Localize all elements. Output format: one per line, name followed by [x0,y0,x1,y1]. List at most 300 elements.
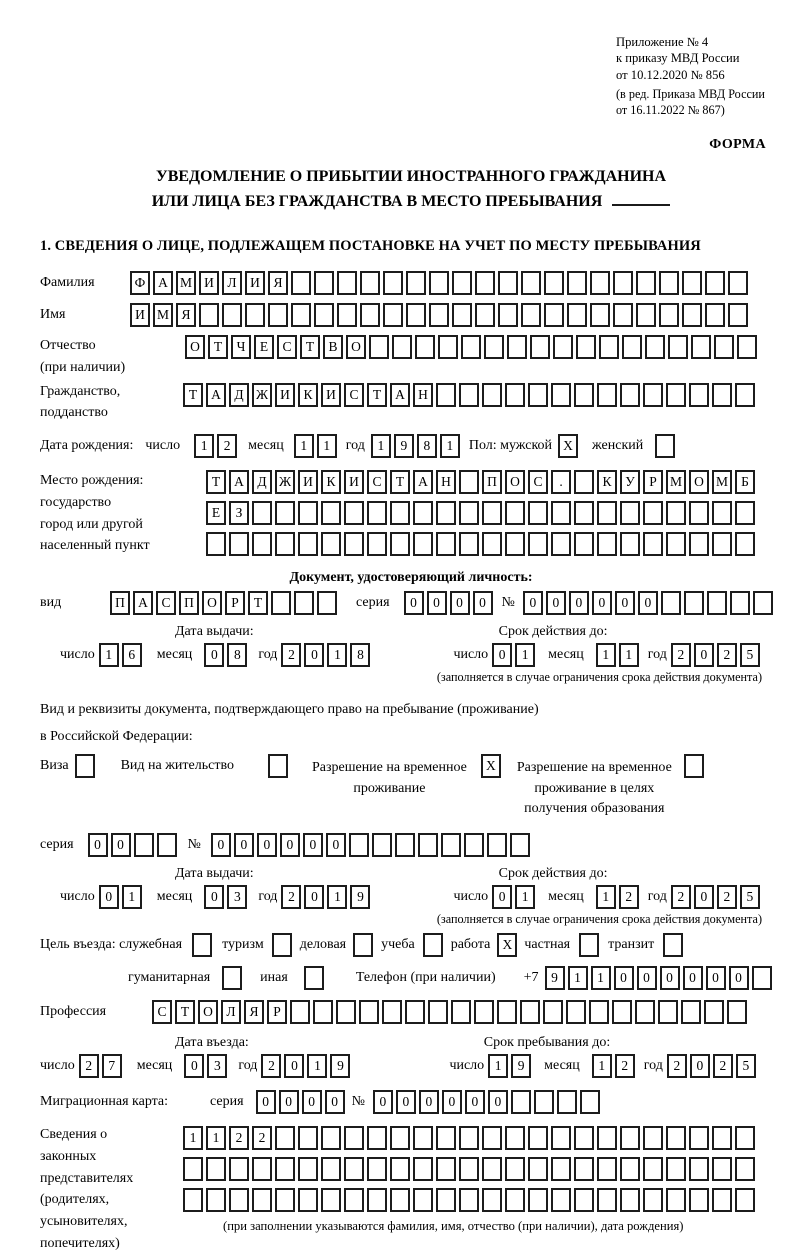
char-box[interactable] [528,1126,548,1150]
char-box[interactable]: 0 [184,1054,204,1078]
char-box[interactable] [597,383,617,407]
char-box[interactable]: А [133,591,153,615]
char-box[interactable] [574,501,594,525]
char-box[interactable] [737,335,757,359]
char-box[interactable]: И [344,470,364,494]
char-box[interactable]: 0 [683,966,703,990]
char-box[interactable] [298,532,318,556]
char-box[interactable]: О [689,470,709,494]
char-box[interactable] [360,271,380,295]
char-box[interactable] [245,303,265,327]
char-box[interactable]: 3 [207,1054,227,1078]
char-box[interactable] [566,1000,586,1024]
char-box[interactable] [459,1157,479,1181]
char-box[interactable] [528,1157,548,1181]
char-box[interactable]: Ж [252,383,272,407]
char-box[interactable] [436,532,456,556]
char-box[interactable] [183,1188,203,1212]
char-box[interactable]: О [198,1000,218,1024]
char-box[interactable]: 1 [99,643,119,667]
char-box[interactable]: 8 [417,434,437,458]
char-box[interactable] [712,1126,732,1150]
char-box[interactable] [574,1126,594,1150]
char-box[interactable] [689,1157,709,1181]
char-box[interactable]: 0 [523,591,543,615]
char-box[interactable] [428,1000,448,1024]
char-box[interactable] [298,1126,318,1150]
char-box[interactable] [229,532,249,556]
char-box[interactable] [510,833,530,857]
humanitarian-checkbox[interactable] [222,966,242,990]
char-box[interactable] [620,1188,640,1212]
char-box[interactable] [298,1188,318,1212]
char-box[interactable] [689,1126,709,1150]
char-box[interactable] [707,591,727,615]
char-box[interactable] [436,383,456,407]
char-box[interactable] [459,1188,479,1212]
char-box[interactable]: 0 [419,1090,439,1114]
char-box[interactable]: 6 [122,643,142,667]
char-box[interactable]: 1 [515,885,535,909]
char-box[interactable] [487,833,507,857]
char-box[interactable]: 0 [638,591,658,615]
char-box[interactable]: В [323,335,343,359]
char-box[interactable] [395,833,415,857]
char-box[interactable]: 1 [596,885,616,909]
char-box[interactable]: И [321,383,341,407]
char-box[interactable] [344,532,364,556]
char-box[interactable] [704,1000,724,1024]
char-box[interactable] [459,470,479,494]
char-box[interactable] [682,303,702,327]
char-box[interactable] [557,1090,577,1114]
char-box[interactable]: Я [268,271,288,295]
char-box[interactable]: 0 [694,885,714,909]
char-box[interactable] [415,335,435,359]
char-box[interactable]: З [229,501,249,525]
char-box[interactable] [659,303,679,327]
char-box[interactable]: 0 [473,591,493,615]
char-box[interactable] [712,1157,732,1181]
char-box[interactable] [314,303,334,327]
char-box[interactable] [367,501,387,525]
char-box[interactable]: 9 [545,966,565,990]
work-checkbox[interactable]: X [497,933,517,957]
char-box[interactable] [658,1000,678,1024]
char-box[interactable] [291,271,311,295]
char-box[interactable]: 0 [279,1090,299,1114]
char-box[interactable]: Т [390,470,410,494]
char-box[interactable]: 0 [257,833,277,857]
char-box[interactable] [521,303,541,327]
char-box[interactable] [392,335,412,359]
char-box[interactable] [206,532,226,556]
char-box[interactable]: Е [254,335,274,359]
char-box[interactable] [367,1126,387,1150]
char-box[interactable] [229,1188,249,1212]
char-box[interactable] [567,271,587,295]
char-box[interactable] [505,532,525,556]
char-box[interactable]: 1 [183,1126,203,1150]
char-box[interactable] [666,1188,686,1212]
char-box[interactable] [505,383,525,407]
char-box[interactable] [551,1126,571,1150]
char-box[interactable] [482,1157,502,1181]
char-box[interactable] [712,1188,732,1212]
char-box[interactable] [728,271,748,295]
char-box[interactable] [544,271,564,295]
char-box[interactable] [528,1188,548,1212]
char-box[interactable] [544,303,564,327]
char-box[interactable] [689,1188,709,1212]
char-box[interactable]: К [321,470,341,494]
char-box[interactable] [574,1188,594,1212]
char-box[interactable]: Д [252,470,272,494]
char-box[interactable]: 1 [619,643,639,667]
char-box[interactable]: 1 [371,434,391,458]
char-box[interactable]: 9 [350,885,370,909]
char-box[interactable] [620,501,640,525]
char-box[interactable]: И [275,383,295,407]
char-box[interactable] [666,501,686,525]
char-box[interactable] [684,591,704,615]
char-box[interactable] [597,532,617,556]
char-box[interactable] [474,1000,494,1024]
char-box[interactable] [360,303,380,327]
char-box[interactable]: 0 [450,591,470,615]
char-box[interactable]: 8 [227,643,247,667]
char-box[interactable] [659,271,679,295]
char-box[interactable] [497,1000,517,1024]
char-box[interactable]: 0 [396,1090,416,1114]
char-box[interactable]: 2 [261,1054,281,1078]
char-box[interactable]: 0 [442,1090,462,1114]
char-box[interactable] [576,335,596,359]
char-box[interactable] [528,532,548,556]
char-box[interactable]: 0 [488,1090,508,1114]
char-box[interactable] [438,335,458,359]
char-box[interactable] [406,271,426,295]
char-box[interactable]: 1 [440,434,460,458]
char-box[interactable] [482,501,502,525]
char-box[interactable]: 5 [736,1054,756,1078]
char-box[interactable] [712,383,732,407]
char-box[interactable]: 0 [204,643,224,667]
char-box[interactable]: А [413,470,433,494]
char-box[interactable]: 1 [596,643,616,667]
char-box[interactable] [451,1000,471,1024]
char-box[interactable] [520,1000,540,1024]
temp-residence-edu-checkbox[interactable] [684,754,704,778]
char-box[interactable] [252,532,272,556]
char-box[interactable] [727,1000,747,1024]
char-box[interactable] [597,1157,617,1181]
char-box[interactable]: О [185,335,205,359]
char-box[interactable] [390,1157,410,1181]
char-box[interactable] [712,501,732,525]
char-box[interactable]: Б [735,470,755,494]
female-checkbox[interactable] [655,434,675,458]
char-box[interactable]: 2 [619,885,639,909]
char-box[interactable] [382,1000,402,1024]
char-box[interactable] [429,303,449,327]
char-box[interactable]: А [206,383,226,407]
char-box[interactable] [643,532,663,556]
char-box[interactable]: О [202,591,222,615]
char-box[interactable]: 0 [729,966,749,990]
char-box[interactable] [275,1188,295,1212]
other-purpose-checkbox[interactable] [304,966,324,990]
char-box[interactable]: Е [206,501,226,525]
char-box[interactable] [668,335,688,359]
char-box[interactable] [620,1157,640,1181]
char-box[interactable] [643,383,663,407]
char-box[interactable]: У [620,470,640,494]
char-box[interactable]: 0 [427,591,447,615]
char-box[interactable] [406,303,426,327]
char-box[interactable] [735,1126,755,1150]
char-box[interactable] [507,335,527,359]
char-box[interactable] [574,470,594,494]
char-box[interactable]: Ж [275,470,295,494]
char-box[interactable] [534,1090,554,1114]
char-box[interactable] [666,1126,686,1150]
char-box[interactable]: М [666,470,686,494]
char-box[interactable]: С [344,383,364,407]
tourism-checkbox[interactable] [272,933,292,957]
char-box[interactable] [383,271,403,295]
char-box[interactable] [643,1188,663,1212]
char-box[interactable] [436,1188,456,1212]
private-checkbox[interactable] [579,933,599,957]
char-box[interactable] [275,501,295,525]
char-box[interactable]: Т [183,383,203,407]
char-box[interactable]: 0 [284,1054,304,1078]
char-box[interactable] [553,335,573,359]
char-box[interactable]: М [712,470,732,494]
char-box[interactable]: О [505,470,525,494]
char-box[interactable]: 1 [327,885,347,909]
char-box[interactable] [336,1000,356,1024]
char-box[interactable] [643,1157,663,1181]
char-box[interactable]: 1 [592,1054,612,1078]
char-box[interactable]: 0 [404,591,424,615]
char-box[interactable]: 0 [211,833,231,857]
char-box[interactable]: 1 [194,434,214,458]
char-box[interactable]: 0 [280,833,300,857]
char-box[interactable]: 7 [102,1054,122,1078]
char-box[interactable]: 2 [281,643,301,667]
char-box[interactable]: . [551,470,571,494]
char-box[interactable]: Т [300,335,320,359]
char-box[interactable] [390,1188,410,1212]
char-box[interactable]: Я [176,303,196,327]
char-box[interactable]: 2 [667,1054,687,1078]
char-box[interactable] [321,1126,341,1150]
char-box[interactable] [752,966,772,990]
char-box[interactable]: Т [206,470,226,494]
char-box[interactable] [645,335,665,359]
char-box[interactable] [622,335,642,359]
char-box[interactable]: 1 [327,643,347,667]
char-box[interactable] [714,335,734,359]
char-box[interactable] [436,501,456,525]
char-box[interactable]: 0 [706,966,726,990]
char-box[interactable] [337,271,357,295]
char-box[interactable] [268,303,288,327]
char-box[interactable] [482,532,502,556]
char-box[interactable] [314,271,334,295]
char-box[interactable]: 9 [330,1054,350,1078]
char-box[interactable]: П [110,591,130,615]
char-box[interactable]: М [153,303,173,327]
char-box[interactable] [735,383,755,407]
char-box[interactable]: 2 [615,1054,635,1078]
char-box[interactable] [367,532,387,556]
char-box[interactable]: К [597,470,617,494]
char-box[interactable]: 0 [304,885,324,909]
char-box[interactable]: 1 [568,966,588,990]
char-box[interactable] [735,532,755,556]
char-box[interactable] [691,335,711,359]
char-box[interactable]: 0 [204,885,224,909]
char-box[interactable] [344,501,364,525]
char-box[interactable]: И [130,303,150,327]
char-box[interactable] [505,1157,525,1181]
char-box[interactable] [459,532,479,556]
char-box[interactable] [735,501,755,525]
char-box[interactable] [413,501,433,525]
char-box[interactable]: 1 [488,1054,508,1078]
char-box[interactable]: 0 [465,1090,485,1114]
char-box[interactable] [317,591,337,615]
char-box[interactable] [452,271,472,295]
char-box[interactable]: 0 [694,643,714,667]
char-box[interactable] [461,335,481,359]
char-box[interactable] [735,1157,755,1181]
char-box[interactable] [337,303,357,327]
char-box[interactable]: 1 [206,1126,226,1150]
char-box[interactable]: 0 [546,591,566,615]
char-box[interactable]: А [153,271,173,295]
char-box[interactable] [530,335,550,359]
transit-checkbox[interactable] [663,933,683,957]
char-box[interactable]: С [277,335,297,359]
char-box[interactable] [597,501,617,525]
char-box[interactable] [321,1157,341,1181]
char-box[interactable] [574,532,594,556]
char-box[interactable] [206,1157,226,1181]
char-box[interactable]: Р [267,1000,287,1024]
char-box[interactable] [681,1000,701,1024]
char-box[interactable]: С [152,1000,172,1024]
char-box[interactable] [528,501,548,525]
char-box[interactable] [511,1090,531,1114]
char-box[interactable] [574,1157,594,1181]
char-box[interactable] [613,303,633,327]
char-box[interactable] [418,833,438,857]
char-box[interactable]: 3 [227,885,247,909]
char-box[interactable]: 2 [217,434,237,458]
char-box[interactable] [689,501,709,525]
char-box[interactable]: Ф [130,271,150,295]
char-box[interactable] [413,1126,433,1150]
char-box[interactable] [441,833,461,857]
char-box[interactable] [206,1188,226,1212]
char-box[interactable]: 0 [492,885,512,909]
char-box[interactable]: 2 [671,643,691,667]
char-box[interactable]: 2 [79,1054,99,1078]
char-box[interactable] [390,501,410,525]
char-box[interactable] [753,591,773,615]
male-checkbox[interactable]: X [558,434,578,458]
char-box[interactable] [252,1157,272,1181]
char-box[interactable] [643,1126,663,1150]
char-box[interactable] [369,335,389,359]
char-box[interactable]: 0 [325,1090,345,1114]
char-box[interactable] [313,1000,333,1024]
char-box[interactable]: 0 [492,643,512,667]
char-box[interactable] [666,383,686,407]
char-box[interactable]: И [245,271,265,295]
char-box[interactable] [620,1126,640,1150]
char-box[interactable] [321,1188,341,1212]
char-box[interactable] [383,303,403,327]
char-box[interactable] [589,1000,609,1024]
char-box[interactable]: 2 [252,1126,272,1150]
char-box[interactable] [294,591,314,615]
char-box[interactable]: 2 [281,885,301,909]
char-box[interactable] [321,532,341,556]
char-box[interactable]: И [199,271,219,295]
char-box[interactable] [199,303,219,327]
char-box[interactable]: С [156,591,176,615]
char-box[interactable] [344,1126,364,1150]
char-box[interactable]: Л [222,271,242,295]
char-box[interactable] [321,501,341,525]
char-box[interactable] [372,833,392,857]
char-box[interactable]: 0 [660,966,680,990]
char-box[interactable]: Т [175,1000,195,1024]
char-box[interactable] [459,501,479,525]
char-box[interactable] [551,532,571,556]
char-box[interactable] [459,383,479,407]
char-box[interactable]: 0 [111,833,131,857]
char-box[interactable]: 5 [740,885,760,909]
char-box[interactable]: 0 [326,833,346,857]
char-box[interactable]: Д [229,383,249,407]
char-box[interactable]: 0 [592,591,612,615]
char-box[interactable] [580,1090,600,1114]
char-box[interactable] [636,271,656,295]
char-box[interactable] [661,591,681,615]
char-box[interactable]: 2 [717,885,737,909]
char-box[interactable] [590,303,610,327]
char-box[interactable] [551,383,571,407]
char-box[interactable]: О [346,335,366,359]
char-box[interactable]: Н [436,470,456,494]
char-box[interactable] [429,271,449,295]
char-box[interactable]: 0 [373,1090,393,1114]
char-box[interactable] [567,303,587,327]
char-box[interactable]: 0 [303,833,323,857]
char-box[interactable]: 0 [99,885,119,909]
char-box[interactable] [728,303,748,327]
char-box[interactable]: 2 [717,643,737,667]
char-box[interactable] [574,383,594,407]
char-box[interactable]: А [390,383,410,407]
char-box[interactable] [730,591,750,615]
